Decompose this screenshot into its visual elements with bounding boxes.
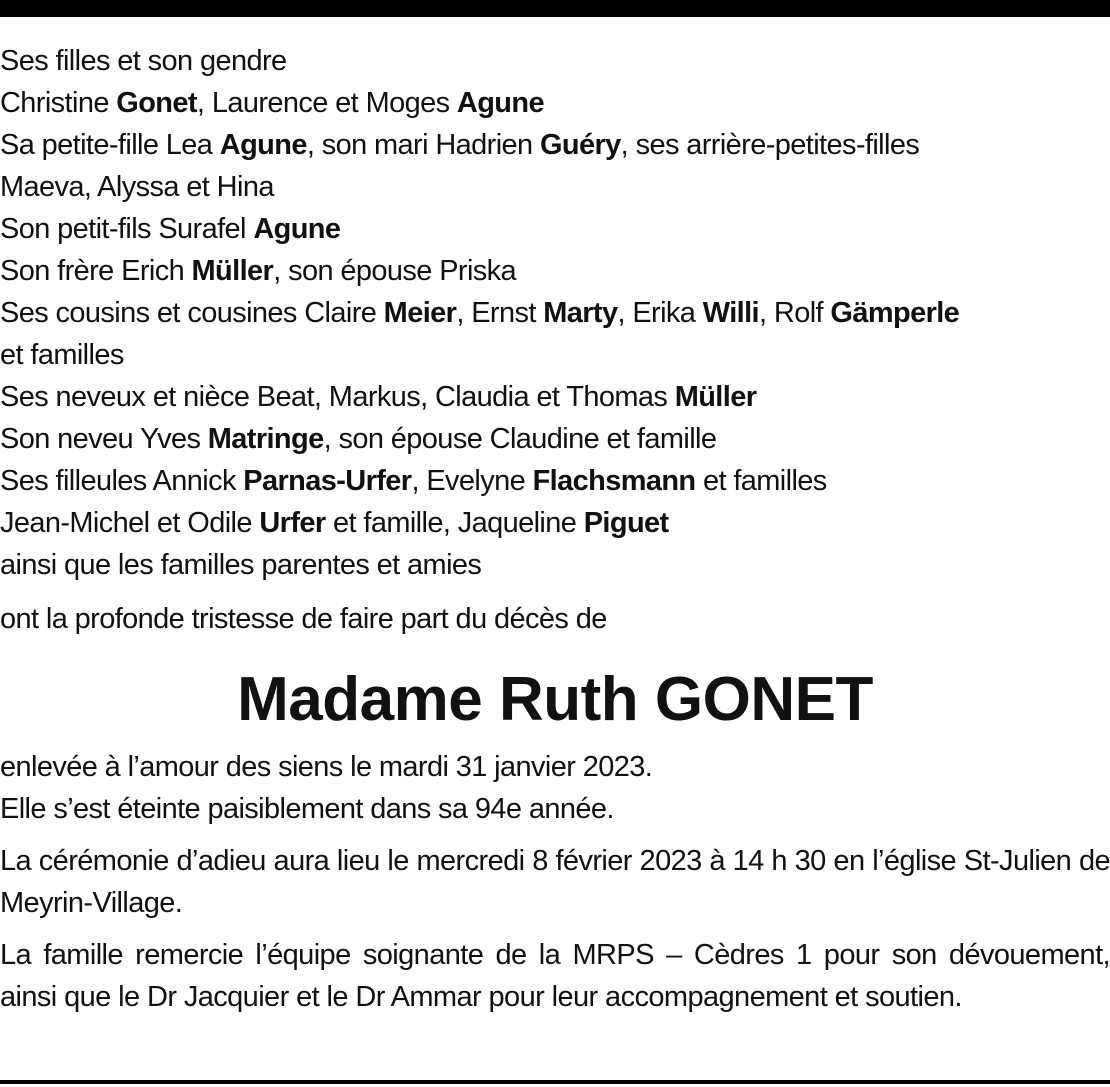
family-surname: Müller	[674, 381, 757, 413]
thanks-paragraph: La famille remercie l’équipe soignante de la MRPS – Cèdres 1 pour son dévouement, ainsi que le Dr Jacquier et le Dr Ammar pour leur accompagnement et soutien.	[0, 939, 1110, 1013]
announcement-line: ont la profonde tristesse de faire part du décès de	[0, 603, 607, 635]
family-text: , ses arrière-petites-filles	[620, 129, 920, 161]
family-text: , Rolf	[759, 297, 831, 329]
family-surname: Gonet	[116, 87, 197, 119]
family-text: Jean-Michel et Odile	[0, 507, 260, 539]
family-text: , son épouse Claudine et famille	[323, 423, 717, 455]
family-list	[0, 40, 1110, 586]
family-surname: Agune	[456, 87, 544, 119]
family-surname: Piguet	[583, 507, 669, 539]
family-surname: Matringe	[207, 423, 324, 455]
family-surname: Marty	[543, 297, 618, 329]
family-line	[0, 544, 1108, 586]
family-text: , Evelyne	[411, 465, 533, 497]
family-text: et familles	[0, 339, 124, 371]
family-text: , Laurence et Moges	[196, 87, 457, 119]
family-surname: Müller	[191, 255, 274, 287]
family-surname: Agune	[253, 213, 341, 245]
family-text: et familles	[695, 465, 827, 497]
family-text: Ses cousins et cousines Claire	[0, 297, 384, 329]
family-text: Son frère Erich	[0, 255, 192, 287]
family-surname: Meier	[383, 297, 457, 329]
family-text: , son épouse Priska	[273, 255, 517, 287]
family-text: , Ernst	[456, 297, 544, 329]
family-surname: Gämperle	[830, 297, 960, 329]
family-line	[0, 292, 1108, 334]
family-text: , Erika	[617, 297, 703, 329]
family-surname: Flachsmann	[532, 465, 696, 497]
family-text: Son petit-fils Surafel	[0, 213, 254, 245]
family-text: Maeva, Alyssa et Hina	[0, 171, 274, 203]
family-line	[0, 40, 1108, 82]
family-text: Ses filleules Annick	[0, 465, 244, 497]
bottom-rule	[0, 1080, 1110, 1084]
family-surname: Parnas-Urfer	[243, 465, 412, 497]
family-line	[0, 376, 1108, 418]
family-text: Son neveu Yves	[0, 423, 208, 455]
family-text: Christine	[0, 87, 117, 119]
deceased-name: Madame Ruth GONET	[237, 665, 873, 734]
age-line: Elle s’est éteinte paisiblement dans sa 94e année.	[0, 793, 614, 825]
family-surname: Willi	[702, 297, 760, 329]
ceremony-paragraph: La cérémonie d’adieu aura lieu le mercredi 8 février 2023 à 14 h 30 en l’église St-Julien de Meyrin-Village.	[0, 845, 1110, 919]
family-text: , son mari Hadrien	[306, 129, 540, 161]
family-line	[0, 502, 1108, 544]
family-line	[0, 418, 1108, 460]
top-rule	[0, 0, 1110, 17]
obituary-notice	[0, 40, 1110, 1018]
family-line	[0, 460, 1108, 502]
family-text: ainsi que les familles parentes et amies	[0, 549, 482, 581]
family-line	[0, 82, 1108, 124]
family-surname: Urfer	[259, 507, 326, 539]
family-line	[0, 250, 1108, 292]
family-line	[0, 166, 1108, 208]
family-text: Sa petite-fille Lea	[0, 129, 220, 161]
family-text: et famille, Jaqueline	[325, 507, 584, 539]
family-surname: Agune	[219, 129, 307, 161]
family-line	[0, 208, 1108, 250]
death-date-line: enlevée à l’amour des siens le mardi 31 janvier 2023.	[0, 751, 653, 783]
family-line	[0, 124, 1108, 166]
family-surname: Guéry	[539, 129, 621, 161]
family-text: Ses neveux et nièce Beat, Markus, Claudia et Thomas	[0, 381, 675, 413]
family-text: Ses filles et son gendre	[0, 45, 287, 77]
family-line	[0, 334, 1108, 376]
